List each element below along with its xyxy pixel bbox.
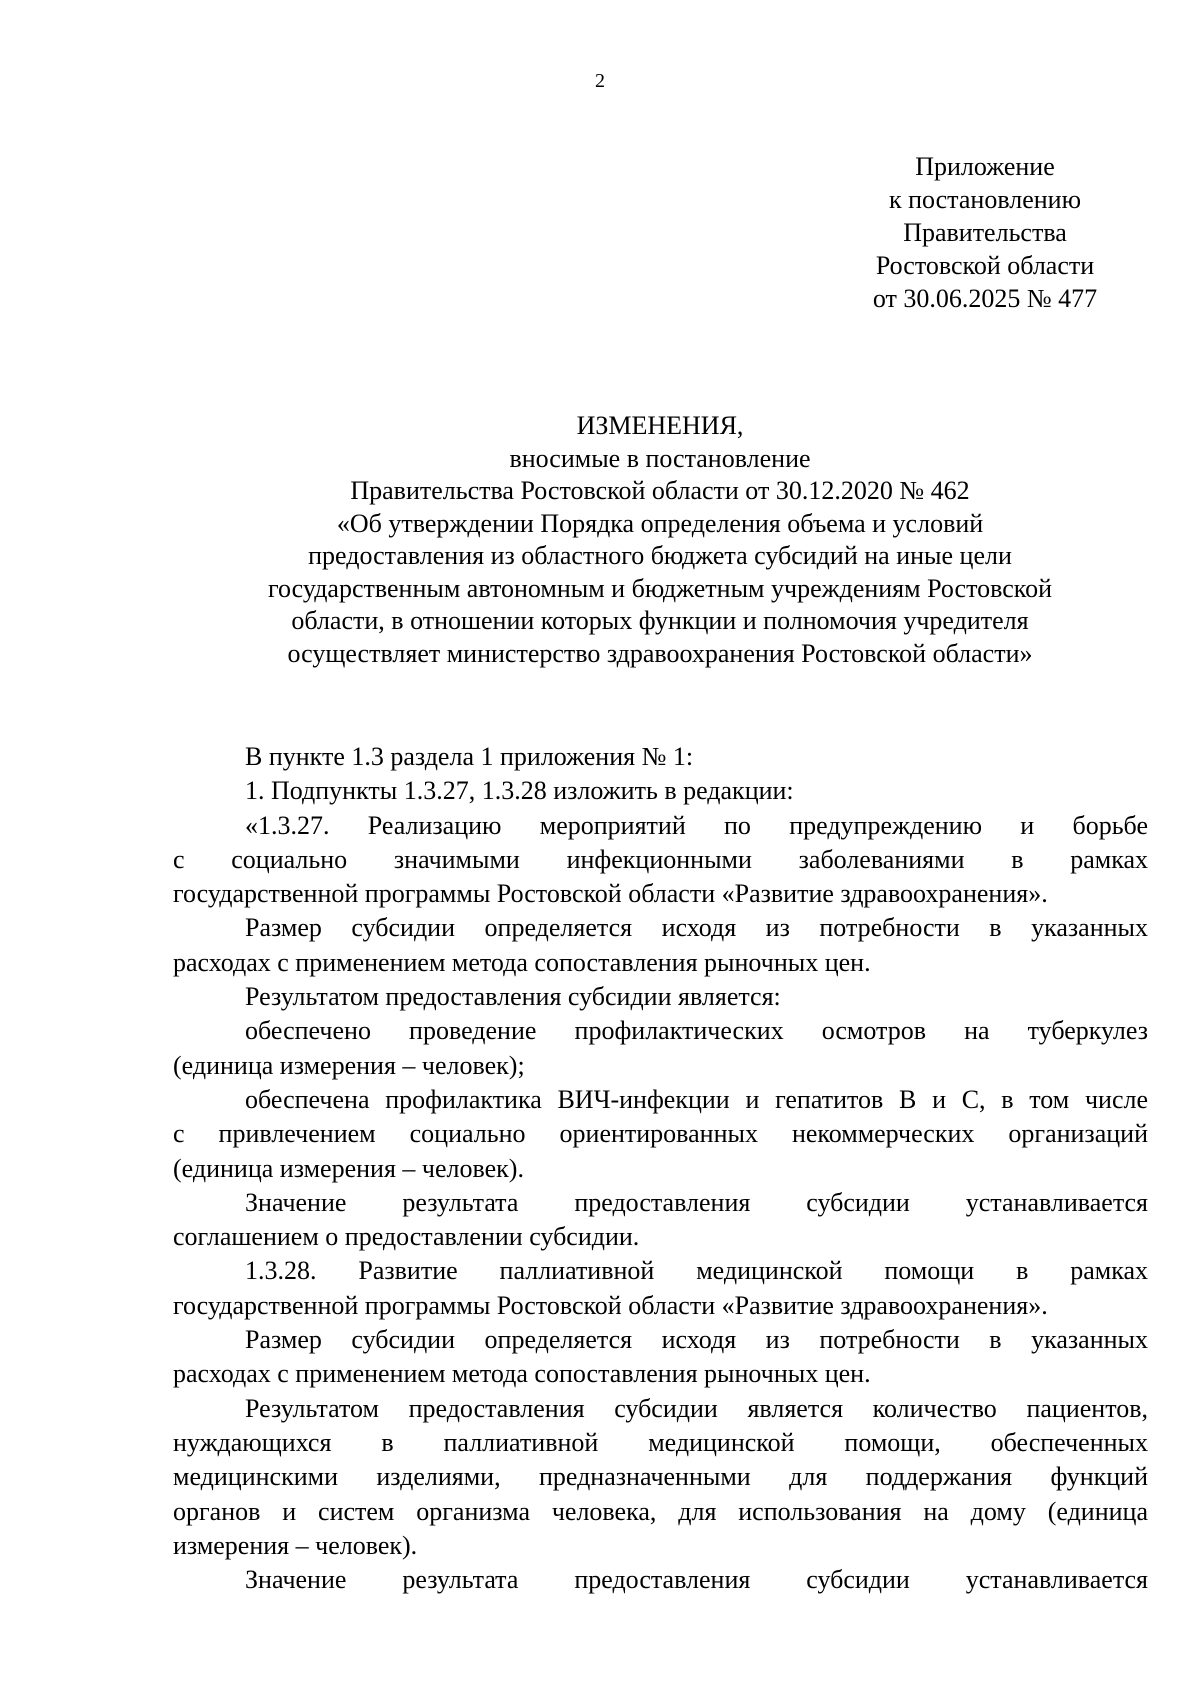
appendix-line: Правительства — [903, 218, 1067, 247]
paragraph-line: медицинскими изделиями, предназначенными для поддержания функций — [173, 1462, 1148, 1492]
paragraph-line: Значение результата предоставления субсидии устанавливается — [245, 1187, 1148, 1217]
body-paragraph — [173, 1254, 1148, 1323]
page-number: 2 — [595, 70, 605, 92]
heading-line: области, в отношении которых функции и полномочия учредителя — [291, 606, 1029, 635]
heading-title: ИЗМЕНЕНИЯ, — [576, 411, 744, 440]
body-paragraph — [173, 911, 1148, 980]
paragraph-line: Размер субсидии определяется исходя из потребности в указанных — [245, 1325, 1148, 1355]
paragraph-line: 1.3.28. Развитие паллиативной медицинской помощи в рамках — [245, 1256, 1148, 1286]
paragraph-line: (единица измерения – человек). — [173, 1153, 524, 1183]
heading-line: государственным автономным и бюджетным учреждениям Ростовской — [267, 573, 1053, 603]
paragraph-line: обеспечено проведение профилактических осмотров на туберкулез — [245, 1016, 1148, 1046]
paragraph-line: государственной программы Ростовской области «Развитие здравоохранения». — [173, 1290, 1048, 1320]
appendix-line: от 30.06.2025 № 477 — [872, 284, 1098, 313]
body-paragraph — [173, 1186, 1148, 1255]
paragraph-line: соглашением о предоставлении субсидии. — [173, 1222, 640, 1252]
body-paragraph — [173, 1083, 1148, 1186]
paragraph-line: обеспечена профилактика ВИЧ-инфекции и гепатитов B и C, в том числе — [245, 1084, 1148, 1114]
body-paragraph — [173, 809, 1148, 912]
body-paragraph — [173, 1563, 1148, 1597]
heading-line: «Об утверждении Порядка определения объема и условий — [336, 508, 984, 538]
document-body — [173, 740, 1148, 1597]
paragraph-line: (единица измерения – человек); — [173, 1050, 525, 1080]
appendix-block — [850, 150, 1120, 315]
paragraph-line: Результатом предоставления субсидии является: — [245, 982, 781, 1012]
body-paragraph — [173, 774, 1148, 808]
paragraph-line: с социально значимыми инфекционными заболеваниями в рамках — [173, 844, 1148, 874]
paragraph-line: Результатом предоставления субсидии является количество пациентов, — [245, 1393, 1148, 1423]
paragraph-line: В пункте 1.3 раздела 1 приложения № 1: — [245, 742, 694, 771]
paragraph-line: государственной программы Ростовской области «Развитие здравоохранения». — [173, 879, 1048, 909]
paragraph-line: органов и систем организма человека, для использования на дому (единица — [173, 1496, 1148, 1526]
paragraph-line: Значение результата предоставления субсидии устанавливается — [245, 1565, 1148, 1595]
paragraph-line: Размер субсидии определяется исходя из потребности в указанных — [245, 913, 1148, 943]
heading-line: Правительства Ростовской области от 30.12.2020 № 462 — [350, 476, 970, 505]
paragraph-line: расходах с применением метода сопоставления рыночных цен. — [173, 947, 871, 977]
paragraph-line: «1.3.27. Реализацию мероприятий по предупреждению и борьбе — [245, 810, 1148, 840]
paragraph-line: 1. Подпункты 1.3.27, 1.3.28 изложить в редакции: — [245, 776, 794, 806]
heading-line: осуществляет министерство здравоохранения Ростовской области» — [287, 638, 1033, 668]
body-paragraph — [173, 1323, 1148, 1392]
paragraph-line: расходах с применением метода сопоставления рыночных цен. — [173, 1359, 871, 1389]
paragraph-line: измерения – человек). — [173, 1530, 418, 1560]
document-heading — [170, 410, 1150, 670]
heading-line: предоставления из областного бюджета субсидий на иные цели — [308, 541, 1012, 570]
body-paragraph — [173, 1392, 1148, 1563]
appendix-line: Приложение — [915, 152, 1055, 181]
body-paragraph — [173, 740, 1148, 774]
body-paragraph — [173, 980, 1148, 1014]
appendix-line: к постановлению — [888, 185, 1082, 214]
appendix-line: Ростовской области — [875, 251, 1095, 280]
paragraph-line: с привлечением социально ориентированных некоммерческих организаций — [173, 1119, 1148, 1149]
heading-line: вносимые в постановление — [509, 443, 811, 473]
paragraph-line: нуждающихся в паллиативной медицинской помощи, обеспеченных — [173, 1427, 1148, 1457]
body-paragraph — [173, 1014, 1148, 1083]
